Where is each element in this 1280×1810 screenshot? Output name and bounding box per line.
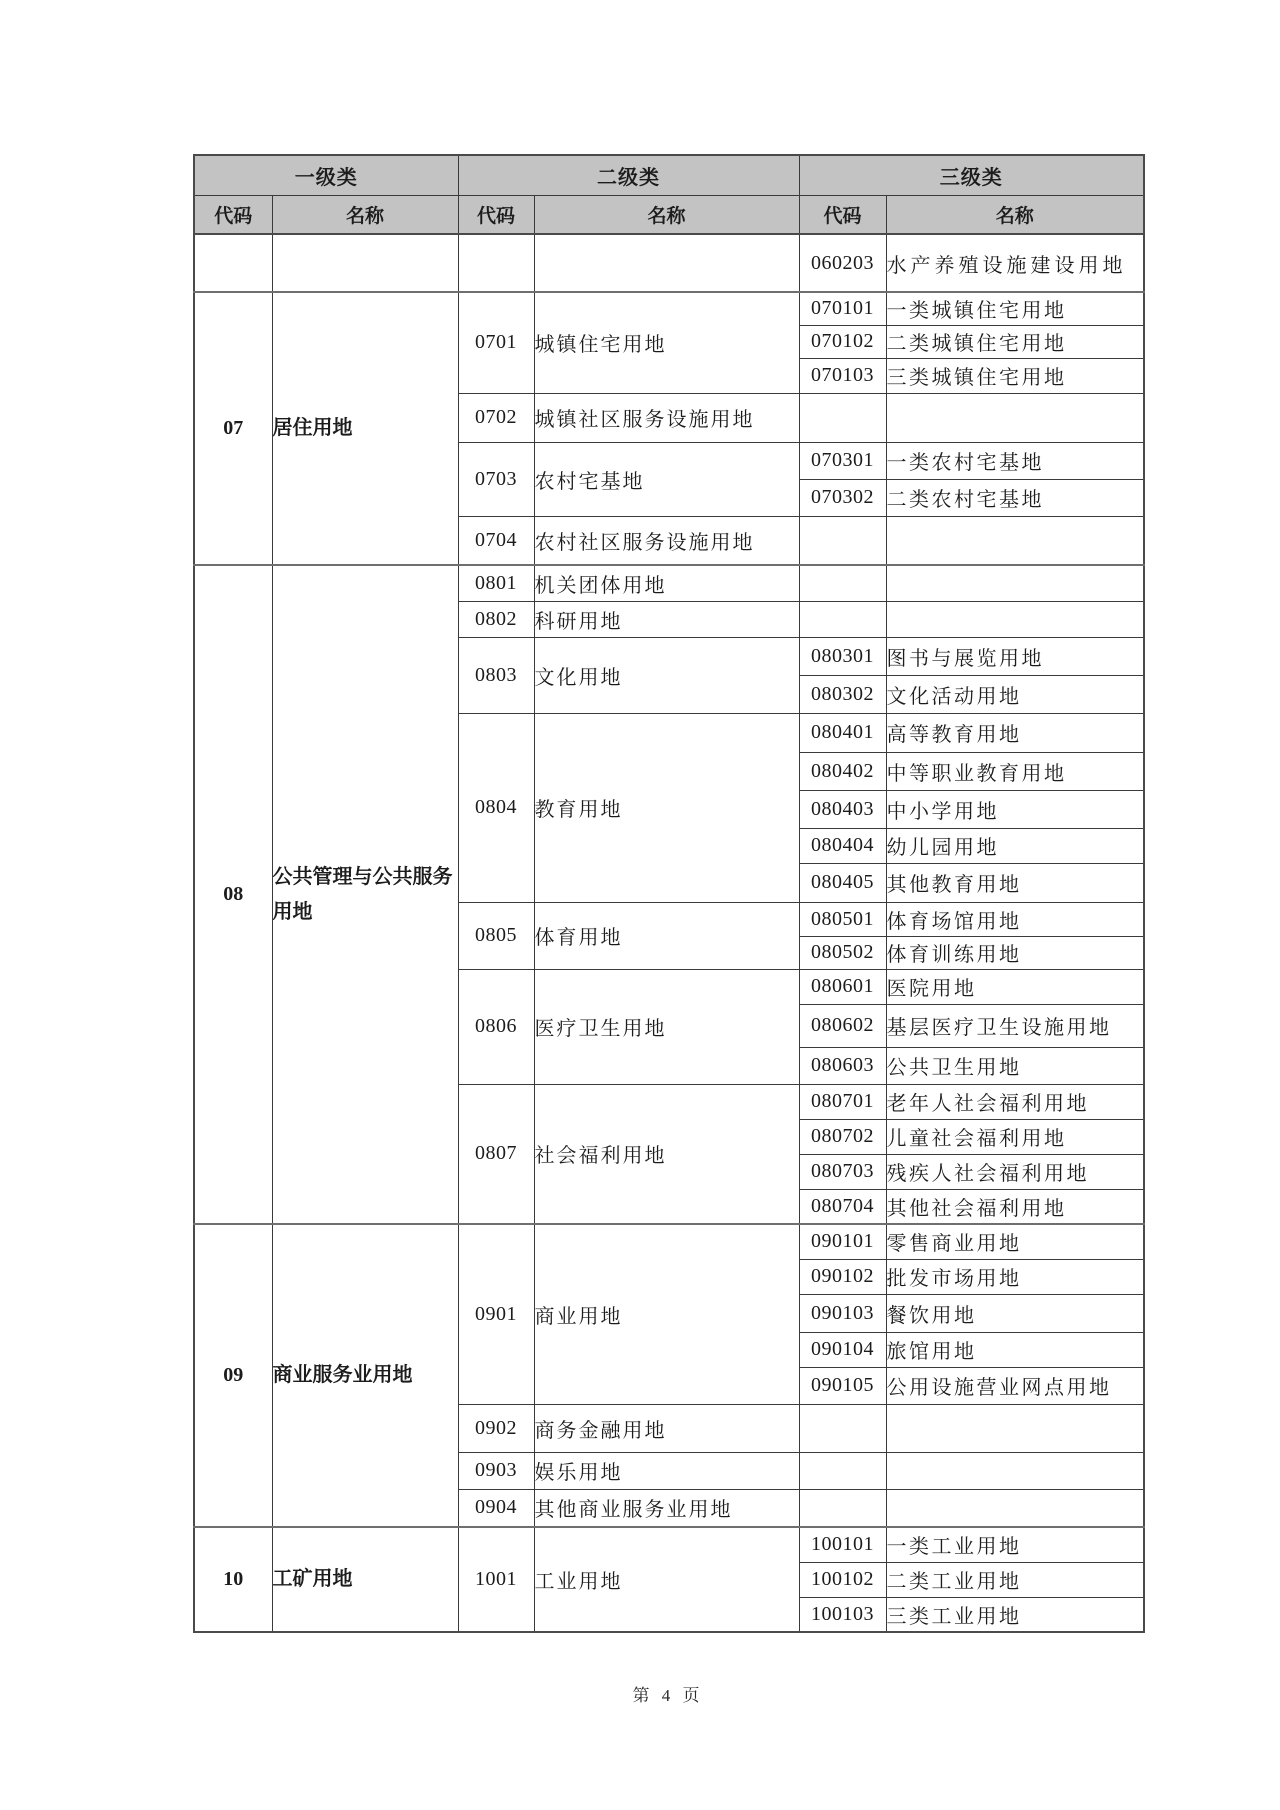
l3-code-cell [799, 601, 886, 637]
l3-name-cell: 幼儿园用地 [886, 828, 1144, 863]
l2-code-cell: 0802 [458, 601, 534, 637]
l3-code-cell: 090101 [799, 1224, 886, 1259]
l3-name-cell: 体育训练用地 [886, 936, 1144, 969]
l1-name-cell: 工矿用地 [272, 1527, 458, 1632]
l3-code-cell: 100101 [799, 1527, 886, 1562]
l3-code-cell: 090105 [799, 1367, 886, 1404]
l3-name-cell: 旅馆用地 [886, 1332, 1144, 1367]
l3-name-cell: 二类城镇住宅用地 [886, 325, 1144, 358]
l2-name-cell: 城镇社区服务设施用地 [534, 393, 799, 442]
l1-name-cell: 公共管理与公共服务用地 [272, 565, 458, 1224]
l3-name-cell: 高等教育用地 [886, 713, 1144, 752]
l3-code-cell: 080701 [799, 1084, 886, 1119]
l3-code-cell: 070103 [799, 358, 886, 393]
l2-name-cell: 其他商业服务业用地 [534, 1489, 799, 1527]
l3-code-cell: 070301 [799, 442, 886, 479]
l3-name-cell [886, 1452, 1144, 1489]
l2-code-cell: 0703 [458, 442, 534, 516]
l1-name-cell [272, 234, 458, 292]
l2-code-cell: 1001 [458, 1527, 534, 1632]
l3-name-cell: 其他社会福利用地 [886, 1189, 1144, 1224]
table-row [194, 1527, 1144, 1562]
l3-name-cell: 餐饮用地 [886, 1294, 1144, 1332]
l3-code-cell: 080404 [799, 828, 886, 863]
l1-code-cell [194, 234, 272, 292]
l3-code-cell: 080403 [799, 790, 886, 828]
l2-code-cell: 0806 [458, 969, 534, 1084]
l3-name-cell: 一类工业用地 [886, 1527, 1144, 1562]
l3-code-cell [799, 516, 886, 565]
l2-code-cell: 0704 [458, 516, 534, 565]
l3-name-cell: 一类城镇住宅用地 [886, 292, 1144, 325]
l1-code-cell: 10 [194, 1527, 272, 1632]
table-row [194, 155, 1144, 196]
l2-code-cell: 0804 [458, 713, 534, 902]
l3-name-cell: 体育场馆用地 [886, 902, 1144, 936]
l3-code-cell: 080601 [799, 969, 886, 1004]
l3-code-cell: 080405 [799, 863, 886, 902]
l3-name-cell: 二类工业用地 [886, 1562, 1144, 1597]
l2-code-cell: 0901 [458, 1224, 534, 1404]
l2-name-cell: 文化用地 [534, 637, 799, 713]
l2-name-cell: 工业用地 [534, 1527, 799, 1632]
table-header [194, 155, 1144, 234]
l2-code-cell: 0803 [458, 637, 534, 713]
l1-code-cell: 08 [194, 565, 272, 1224]
l3-code-cell: 080704 [799, 1189, 886, 1224]
table-row [194, 565, 1144, 601]
l3-name-cell [886, 1489, 1144, 1527]
l2-name-cell: 机关团体用地 [534, 565, 799, 601]
l2-name-cell: 农村宅基地 [534, 442, 799, 516]
l3-name-cell: 公共卫生用地 [886, 1047, 1144, 1084]
l3-code-cell: 080603 [799, 1047, 886, 1084]
l3-name-cell: 基层医疗卫生设施用地 [886, 1004, 1144, 1047]
l2-code-cell: 0807 [458, 1084, 534, 1224]
l3-code-cell [799, 1404, 886, 1452]
l3-code-cell: 070302 [799, 479, 886, 516]
l3-name-cell: 二类农村宅基地 [886, 479, 1144, 516]
table-body [194, 234, 1144, 1632]
l3-code-cell [799, 1489, 886, 1527]
table-row [194, 292, 1144, 325]
l2-name-cell [534, 234, 799, 292]
l3-code-cell: 060203 [799, 234, 886, 292]
land-use-classification-table [193, 154, 1145, 1633]
l2-code-cell: 0902 [458, 1404, 534, 1452]
l2-code-cell: 0904 [458, 1489, 534, 1527]
l2-code-cell: 0702 [458, 393, 534, 442]
l3-code-cell: 090102 [799, 1259, 886, 1294]
header-l1-code: 代码 [194, 196, 272, 235]
l2-name-cell: 教育用地 [534, 713, 799, 902]
header-level3: 三级类 [799, 155, 1144, 196]
l3-code-cell: 070101 [799, 292, 886, 325]
l3-code-cell: 080602 [799, 1004, 886, 1047]
l2-name-cell: 商业用地 [534, 1224, 799, 1404]
header-l3-name: 名称 [886, 196, 1144, 235]
l3-code-cell [799, 1452, 886, 1489]
l3-name-cell [886, 565, 1144, 601]
l3-name-cell: 一类农村宅基地 [886, 442, 1144, 479]
l3-code-cell: 080301 [799, 637, 886, 675]
header-level1: 一级类 [194, 155, 458, 196]
header-l1-name: 名称 [272, 196, 458, 235]
l2-name-cell: 商务金融用地 [534, 1404, 799, 1452]
l3-name-cell: 图书与展览用地 [886, 637, 1144, 675]
l3-code-cell: 080502 [799, 936, 886, 969]
l2-code-cell: 0903 [458, 1452, 534, 1489]
l3-code-cell [799, 393, 886, 442]
l3-name-cell: 其他教育用地 [886, 863, 1144, 902]
l3-code-cell: 100103 [799, 1597, 886, 1632]
l3-name-cell [886, 393, 1144, 442]
l1-name-cell: 商业服务业用地 [272, 1224, 458, 1527]
l3-name-cell: 三类工业用地 [886, 1597, 1144, 1632]
l3-name-cell: 文化活动用地 [886, 675, 1144, 713]
l2-name-cell: 体育用地 [534, 902, 799, 969]
l3-name-cell: 公用设施营业网点用地 [886, 1367, 1144, 1404]
l3-code-cell: 080703 [799, 1154, 886, 1189]
l3-name-cell: 中等职业教育用地 [886, 752, 1144, 790]
l2-name-cell: 娱乐用地 [534, 1452, 799, 1489]
l3-name-cell: 残疾人社会福利用地 [886, 1154, 1144, 1189]
l1-name-cell: 居住用地 [272, 292, 458, 565]
l3-name-cell: 老年人社会福利用地 [886, 1084, 1144, 1119]
l2-code-cell: 0805 [458, 902, 534, 969]
l3-code-cell: 080401 [799, 713, 886, 752]
l2-name-cell: 城镇住宅用地 [534, 292, 799, 393]
header-l2-code: 代码 [458, 196, 534, 235]
l2-name-cell: 医疗卫生用地 [534, 969, 799, 1084]
l3-code-cell: 080402 [799, 752, 886, 790]
l3-code-cell: 080501 [799, 902, 886, 936]
l3-name-cell [886, 601, 1144, 637]
l2-code-cell: 0801 [458, 565, 534, 601]
table-row [194, 196, 1144, 235]
l3-name-cell: 三类城镇住宅用地 [886, 358, 1144, 393]
l3-code-cell: 080702 [799, 1119, 886, 1154]
l3-name-cell: 零售商业用地 [886, 1224, 1144, 1259]
l2-code-cell: 0701 [458, 292, 534, 393]
l3-code-cell: 080302 [799, 675, 886, 713]
l3-name-cell: 批发市场用地 [886, 1259, 1144, 1294]
table-row [194, 1224, 1144, 1259]
l3-code-cell: 090103 [799, 1294, 886, 1332]
l2-code-cell [458, 234, 534, 292]
l3-name-cell [886, 1404, 1144, 1452]
l3-code-cell: 070102 [799, 325, 886, 358]
l3-code-cell: 100102 [799, 1562, 886, 1597]
l3-name-cell: 水产养殖设施建设用地 [886, 234, 1144, 292]
page-number: 第 4 页 [632, 1686, 704, 1705]
header-level2: 二级类 [458, 155, 799, 196]
header-l2-name: 名称 [534, 196, 799, 235]
table-row [194, 234, 1144, 292]
l3-code-cell: 090104 [799, 1332, 886, 1367]
l2-name-cell: 科研用地 [534, 601, 799, 637]
l3-name-cell: 儿童社会福利用地 [886, 1119, 1144, 1154]
l3-name-cell: 医院用地 [886, 969, 1144, 1004]
l3-name-cell [886, 516, 1144, 565]
header-l3-code: 代码 [799, 196, 886, 235]
l3-code-cell [799, 565, 886, 601]
l2-name-cell: 农村社区服务设施用地 [534, 516, 799, 565]
l2-name-cell: 社会福利用地 [534, 1084, 799, 1224]
l1-code-cell: 07 [194, 292, 272, 565]
l3-name-cell: 中小学用地 [886, 790, 1144, 828]
l1-code-cell: 09 [194, 1224, 272, 1527]
